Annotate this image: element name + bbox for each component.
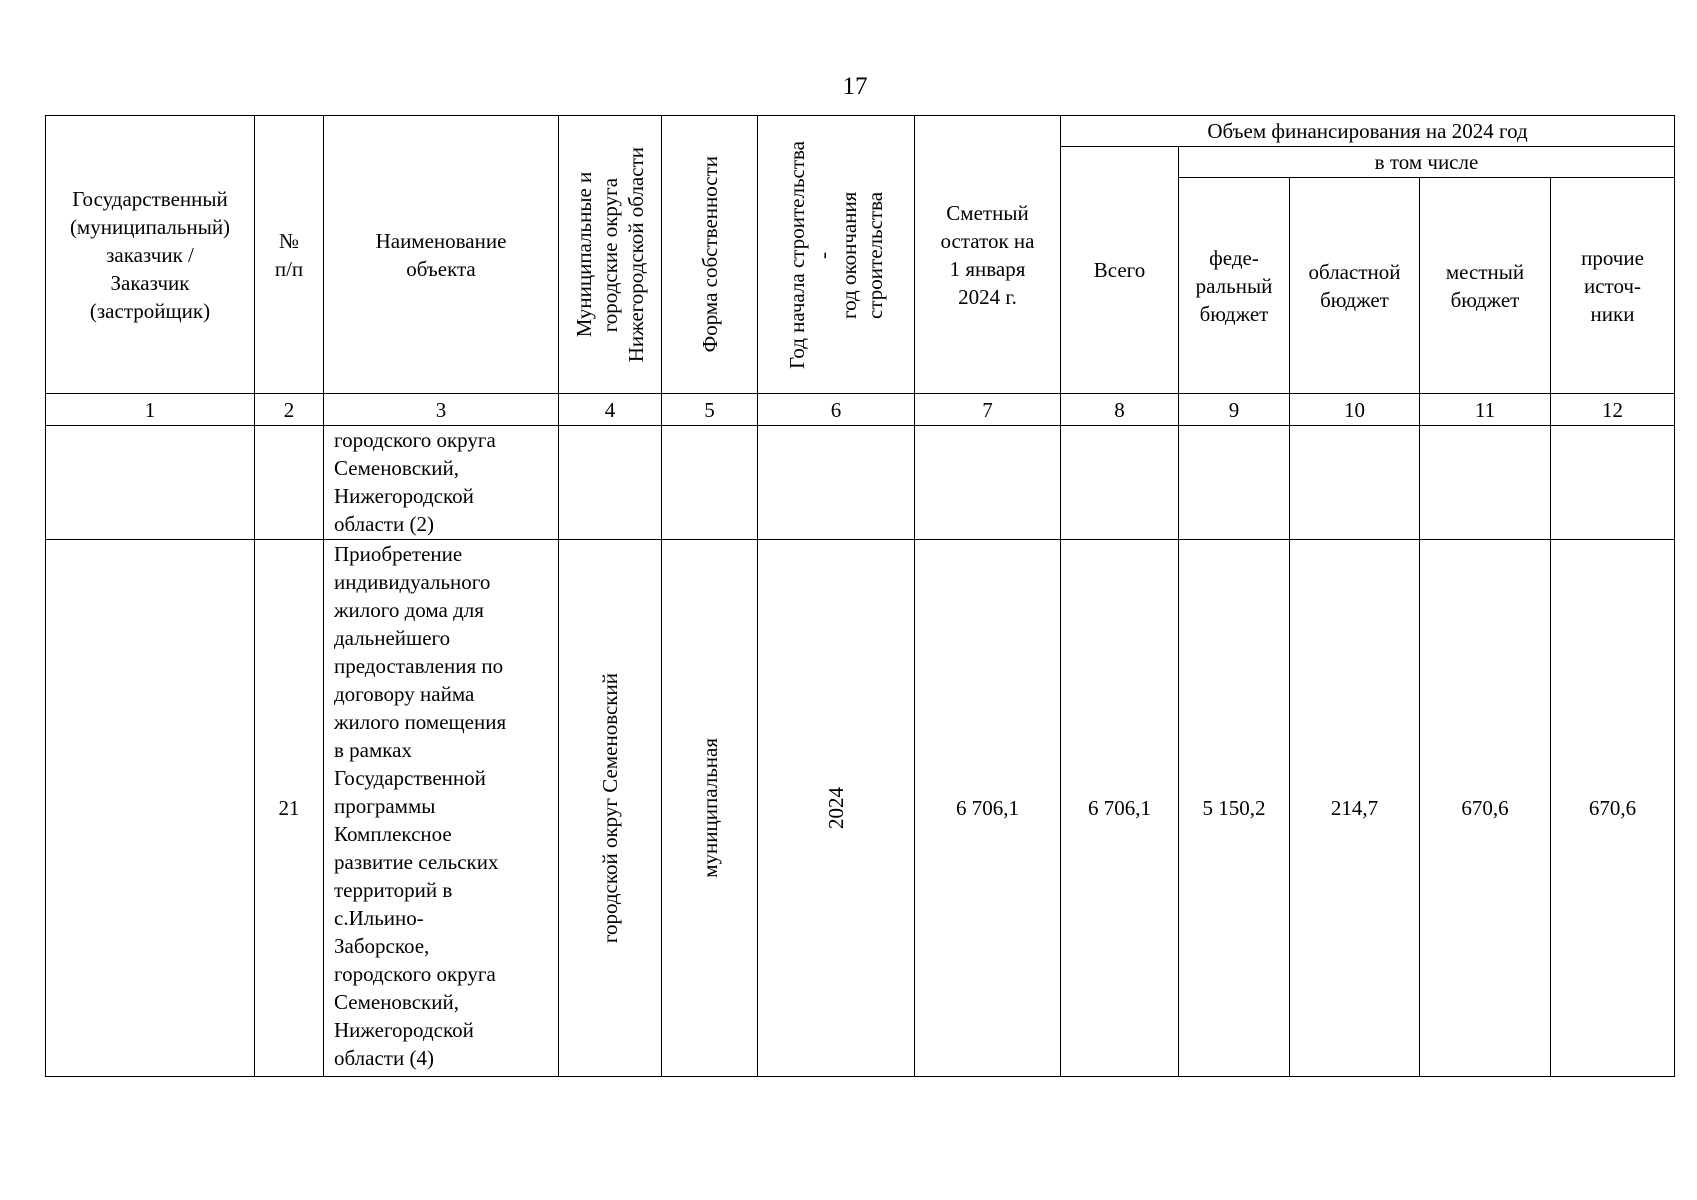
column-number: 7	[915, 394, 1061, 426]
header-years: Год начала строительства - год окончания строительства	[785, 140, 887, 369]
cell-municipality-cell	[559, 540, 662, 1077]
header-num: № п/п	[255, 116, 324, 394]
header-including: в том числе	[1179, 147, 1675, 178]
cell-customer	[46, 426, 255, 540]
cell-total: 6 706,1	[1061, 540, 1179, 1077]
header-balance: Сметный остаток на 1 января 2024 г.	[915, 116, 1061, 394]
column-number: 11	[1420, 394, 1551, 426]
cell-federal	[1179, 426, 1290, 540]
column-number: 5	[662, 394, 758, 426]
cell-years	[758, 426, 915, 540]
column-number: 9	[1179, 394, 1290, 426]
cell-years: 2024	[824, 787, 848, 829]
cell-ownership-cell	[662, 540, 758, 1077]
table-row	[46, 426, 1675, 540]
cell-other: 670,6	[1551, 540, 1675, 1077]
column-number-row	[46, 394, 1675, 426]
header-years-cell	[758, 116, 915, 394]
cell-municipality	[559, 426, 662, 540]
cell-federal: 5 150,2	[1179, 540, 1290, 1077]
header-funding-title: Объем финансирования на 2024 год	[1061, 116, 1675, 147]
financing-table	[45, 115, 1675, 1077]
header-object-name: Наименование объекта	[324, 116, 559, 394]
header-customer: Государственный (муниципальный) заказчик / Заказчик (застройщик)	[46, 116, 255, 394]
column-number: 12	[1551, 394, 1675, 426]
cell-total	[1061, 426, 1179, 540]
cell-other	[1551, 426, 1675, 540]
cell-regional: 214,7	[1290, 540, 1420, 1077]
header-municipality-cell	[559, 116, 662, 394]
header-local: местный бюджет	[1420, 178, 1551, 394]
column-number: 3	[324, 394, 559, 426]
cell-num: 21	[255, 540, 324, 1077]
cell-local: 670,6	[1420, 540, 1551, 1077]
header-total: Всего	[1061, 147, 1179, 394]
cell-balance	[915, 426, 1061, 540]
header-ownership: Форма собственности	[697, 156, 722, 353]
column-number: 1	[46, 394, 255, 426]
column-number: 6	[758, 394, 915, 426]
table-row	[46, 540, 1675, 1077]
header-municipality: Муниципальные и городские округа Нижегородской области	[572, 146, 648, 363]
column-number: 10	[1290, 394, 1420, 426]
header-ownership-cell	[662, 116, 758, 394]
cell-balance: 6 706,1	[915, 540, 1061, 1077]
header-other: прочие источ- ники	[1551, 178, 1675, 394]
cell-object-name: Приобретение индивидуального жилого дома для дальнейшего предоставления по договору найма жилого помещения в рамках Государственной программы Комплексное развитие сельских территорий в с.Ильино- Заборское, городского округа Семеновский, Нижегородской области (4)	[324, 540, 559, 1077]
page-number: 17	[842, 73, 868, 100]
cell-num	[255, 426, 324, 540]
header-federal: феде- ральный бюджет	[1179, 178, 1290, 394]
cell-object-name: городского округа Семеновский, Нижегородской области (2)	[324, 426, 559, 540]
column-number: 4	[559, 394, 662, 426]
header-regional: областной бюджет	[1290, 178, 1420, 394]
cell-years-cell	[758, 540, 915, 1077]
column-number: 2	[255, 394, 324, 426]
column-number: 8	[1061, 394, 1179, 426]
cell-customer	[46, 540, 255, 1077]
cell-regional	[1290, 426, 1420, 540]
cell-local	[1420, 426, 1551, 540]
header-row-1	[46, 116, 1675, 147]
cell-municipality: городской округ Семеновский	[598, 672, 622, 944]
cell-ownership: муниципальная	[697, 738, 722, 878]
cell-ownership	[662, 426, 758, 540]
